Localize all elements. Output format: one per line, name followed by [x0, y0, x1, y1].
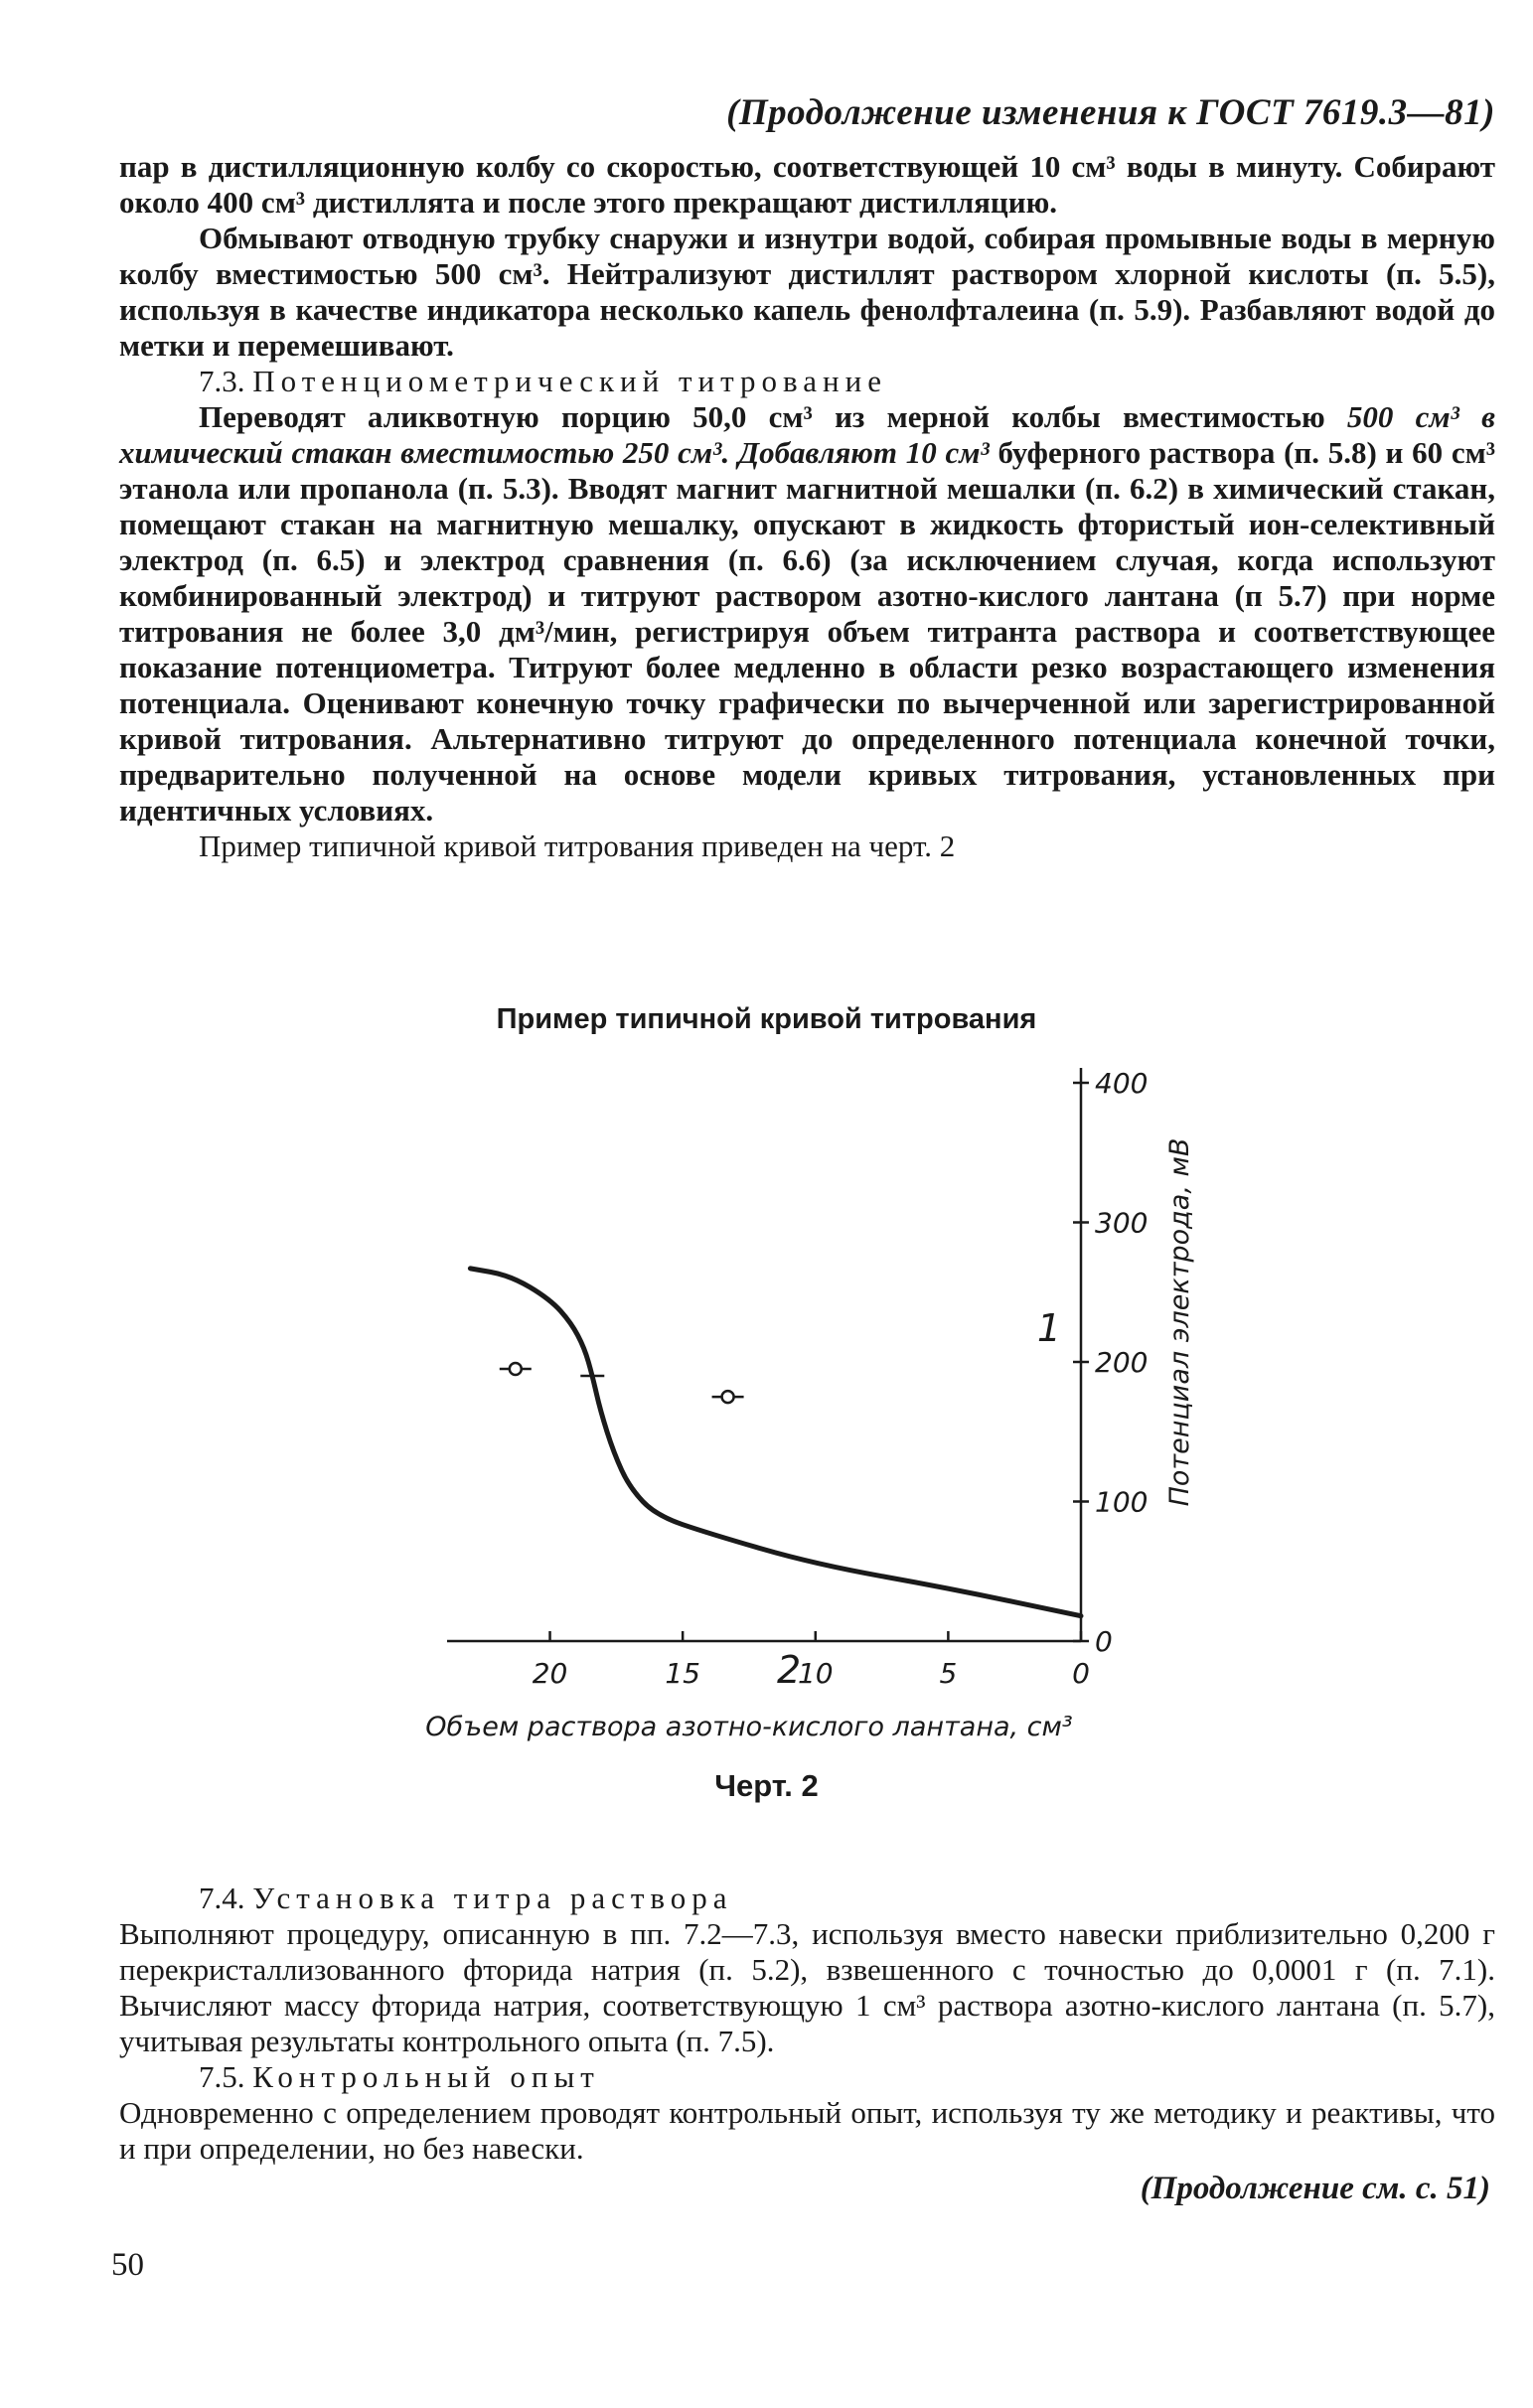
y-tick-label: 400	[1095, 1067, 1149, 1100]
curve-annotation-label: 1	[1036, 1305, 1062, 1350]
section-heading-7-4	[119, 1881, 1495, 1916]
chart-series	[470, 1269, 1081, 1616]
chart-ticks	[532, 1067, 1149, 1693]
text-block-top	[119, 149, 1495, 864]
section-number: 7.4.	[199, 1881, 245, 1915]
marker-circle-icon	[510, 1363, 522, 1375]
x-tick-label: 10	[797, 1657, 834, 1690]
text-span: буферного раствора (п. 5.8) и 60 см³ этанола или пропанола (п. 5.3). Вводят магнит магнитной мешалки (п. 6.2) в химический стакан, помещают стакан на магнитную мешалку, опускают в жидкость фтористый ион-селективный электрод (п. 6.5) и электрод сравнения (п. 6.6) (за исключением случая, когда используют комбинированный электрод) и титруют раствором азотно-кислого лантана (п 5.7) при норме титрования не более 3,0 дм³/мин, регистрируя объем титранта раствора и соответствующее показание потенциометра. Титруют более медленно в области резко возрастающего изменения потенциала. Оценивают конечную точку графически по вычерченной или зарегистрированной кривой титрования. Альтернативно титруют до определенного потенциала конечной точки, предварительно полученной на основе модели кривых титрования, установленных при идентичных условиях.	[119, 435, 1496, 828]
section-number: 7.5.	[199, 2059, 245, 2094]
paragraph-titer-setup: Выполняют процедуру, описанную в пп. 7.2—7.3, используя вместо навески приблизительно 0,200 г перекристаллизованного фторида натрия (п. 5.2), взвешенного с точностью до 0,0001 г (п. 7.1). Вычисляют массу фторида натрия, соответствующую 1 см³ раствора азотно-кислого лантана (п. 5.7), учитывая результаты контрольного опыта (п. 7.5).	[119, 1916, 1495, 2058]
y-tick-label: 0	[1095, 1625, 1113, 1658]
text-span-italic: 500 см³ в химический стакан вместимостью 250 см³. Добавляют 10 см³	[119, 399, 1495, 470]
x-axis-label: Объем раствора азотно-кислого лантана, см³	[425, 1712, 1073, 1742]
y-tick-label: 300	[1095, 1206, 1149, 1240]
y-axis-label: Потенциал электрода, мВ	[1164, 1137, 1195, 1507]
curve-annotation-label: 2	[776, 1648, 802, 1693]
x-tick-label: 5	[939, 1657, 958, 1690]
paragraph-rinse: Обмывают отводную трубку снаружи и изнутри водой, собирая промывные воды в мерную колбу вместимостью 500 см³. Нейтрализуют дистиллят раствором хлорной кислоты (п. 5.5), используя в качестве индикатора несколько капель фенолфталеина (п. 5.9). Разбавляют водой до метки и перемешивают.	[119, 221, 1495, 363]
paragraph-distillation: пар в дистилляционную колбу со скоростью, соответствующей 10 см³ воды в минуту. Собирают около 400 см³ дистиллята и после этого прекращают дистилляцию.	[119, 149, 1495, 220]
chart-markers	[500, 1363, 744, 1403]
continuation-header: (Продолжение изменения к ГОСТ 7619.3—81)	[726, 92, 1495, 133]
titration-curve	[470, 1269, 1081, 1616]
section-title: Контрольный опыт	[252, 2059, 600, 2094]
figure-caption: Черт. 2	[714, 1768, 819, 1803]
figure-title: Пример типичной кривой титрования	[496, 1003, 1037, 1035]
x-tick-label: 20	[532, 1657, 568, 1690]
section-number: 7.3.	[199, 364, 245, 398]
y-tick-label: 100	[1095, 1485, 1149, 1519]
section-title: Установка титра раствора	[252, 1881, 733, 1915]
section-heading-7-3	[119, 364, 1495, 399]
marker-circle-icon	[722, 1391, 734, 1403]
paragraph-titration-procedure	[119, 399, 1495, 828]
x-tick-label: 15	[665, 1657, 700, 1690]
paragraph-control-test: Одновременно с определением проводят контрольный опыт, используя ту же методику и реактивы, что и при определении, но без навески.	[119, 2095, 1495, 2166]
titration-chart	[397, 1053, 1232, 1748]
y-tick-label: 200	[1095, 1346, 1149, 1379]
continuation-footer: (Продолжение см. с. 51)	[1140, 2171, 1490, 2206]
text-span: Переводят аликвотную порцию 50,0 см³ из мерной колбы вместимостью	[199, 399, 1347, 434]
paragraph-figure-reference: Пример типичной кривой титрования приведен на черт. 2	[199, 828, 956, 863]
section-title: Потенциометрический титрование	[252, 364, 887, 398]
section-heading-7-5	[119, 2059, 1495, 2095]
chart-axes	[447, 1068, 1081, 1641]
x-tick-label: 0	[1072, 1657, 1090, 1690]
text-block-bottom	[119, 1881, 1495, 2167]
page-number: 50	[111, 2247, 144, 2283]
